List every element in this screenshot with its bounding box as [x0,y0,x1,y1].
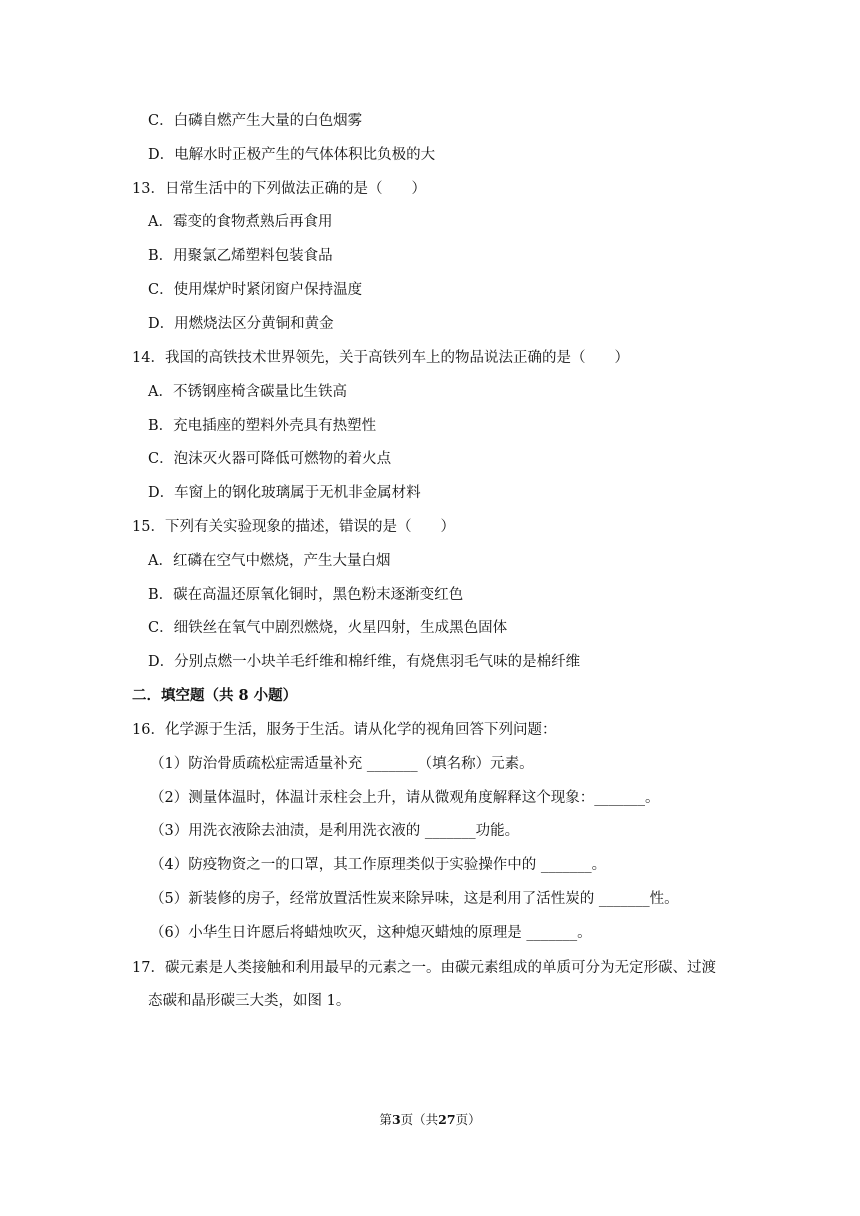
footer-page-number: 3 [391,1112,401,1127]
question-16: 16．化学源于生活，服务于生活。请从化学的视角回答下列问题： [132,722,557,738]
option-15d: D．分别点燃一小块羊毛纤维和棉纤维，有烧焦羽毛气味的是棉纤维 [148,654,581,670]
question-17: 17．碳元素是人类接触和利用最早的元素之一。由碳元素组成的单质可分为无定形碳、过渡 [132,960,716,976]
footer-total-pages: 27 [438,1112,456,1127]
question-17-continued: 态碳和晶形碳三大类，如图 1。 [148,993,351,1009]
option-14d: D．车窗上的钢化玻璃属于无机非金属材料 [148,485,421,501]
page-footer [0,1110,860,1128]
subquestion-16-1: （1）防治骨质疏松症需适量补充 _______（填名称）元素。 [150,756,534,772]
option-15a: A．红磷在空气中燃烧，产生大量白烟 [148,553,391,569]
subquestion-16-4: （4）防疫物资之一的口罩，其工作原理类似于实验操作中的 _______。 [150,857,607,873]
question-14: 14．我国的高铁技术世界领先，关于高铁列车上的物品说法正确的是（ ） [132,350,629,366]
subquestion-16-3: （3）用洗衣液除去油渍，是利用洗衣液的 _______功能。 [150,823,520,839]
footer-middle: 页（共 [400,1112,439,1127]
option-12d: D．电解水时正极产生的气体体积比负极的大 [148,147,436,163]
option-13d: D．用燃烧法区分黄铜和黄金 [148,316,334,332]
option-14a: A．不锈钢座椅含碳量比生铁高 [148,384,347,400]
question-13: 13．日常生活中的下列做法正确的是（ ） [132,181,426,197]
footer-prefix: 第 [379,1112,392,1127]
question-15: 15．下列有关实验现象的描述，错误的是（ ） [132,519,455,535]
subquestion-16-5: （5）新装修的房子，经常放置活性炭来除异味，这是利用了活性炭的 _______性。 [150,891,679,907]
subquestion-16-6: （6）小华生日许愿后将蜡烛吹灭，这种熄灭蜡烛的原理是 _______。 [150,925,592,941]
subquestion-16-2: （2）测量体温时，体温计汞柱会上升，请从微观角度解释这个现象：_______。 [150,790,660,806]
option-12c: C．白磷自燃产生大量的白色烟雾 [148,113,363,129]
option-13b: B．用聚氯乙烯塑料包装食品 [148,248,333,264]
footer-suffix: 页） [455,1112,481,1127]
option-15c: C．细铁丝在氧气中剧烈燃烧，火星四射，生成黑色固体 [148,620,508,636]
option-14b: B．充电插座的塑料外壳具有热塑性 [148,418,377,434]
option-15b: B．碳在高温还原氧化铜时，黑色粉末逐渐变红色 [148,587,464,603]
option-13a: A．霉变的食物煮熟后再食用 [148,214,333,230]
option-14c: C．泡沫灭火器可降低可燃物的着火点 [148,451,392,467]
section-heading: 二．填空题（共 8 小题） [132,687,298,704]
option-13c: C．使用煤炉时紧闭窗户保持温度 [148,282,363,298]
